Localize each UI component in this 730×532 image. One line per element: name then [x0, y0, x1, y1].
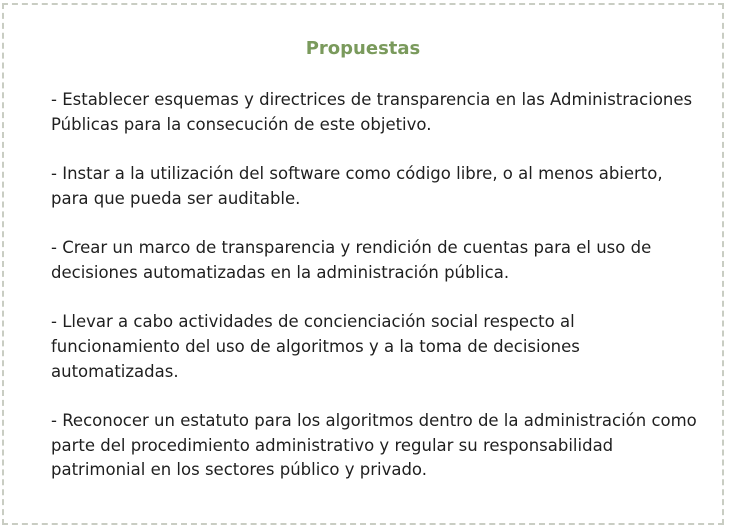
- proposal-item: - Crear un marco de transparencia y rendición de cuentas para el uso de decisiones automatizadas en la administración pública.: [51, 238, 652, 282]
- proposal-item: - Llevar a cabo actividades de concienciación social respecto al funcionamiento del uso de algoritmos y a la toma de decisiones automatizadas.: [51, 312, 580, 381]
- proposals-list: [51, 88, 701, 508]
- proposal-item: - Instar a la utilización del software como código libre, o al menos abierto, para que pueda ser auditable.: [51, 164, 663, 208]
- proposal-item: - Reconocer un estatuto para los algoritmos dentro de la administración como parte del procedimiento administrativo y regular su responsabilidad patrimonial en los sectores público y privado.: [51, 411, 697, 480]
- proposal-item: - Establecer esquemas y directrices de transparencia en las Administraciones Públicas para la consecución de este objetivo.: [51, 90, 693, 134]
- box-title: Propuestas: [305, 38, 421, 59]
- proposals-box: [2, 3, 724, 525]
